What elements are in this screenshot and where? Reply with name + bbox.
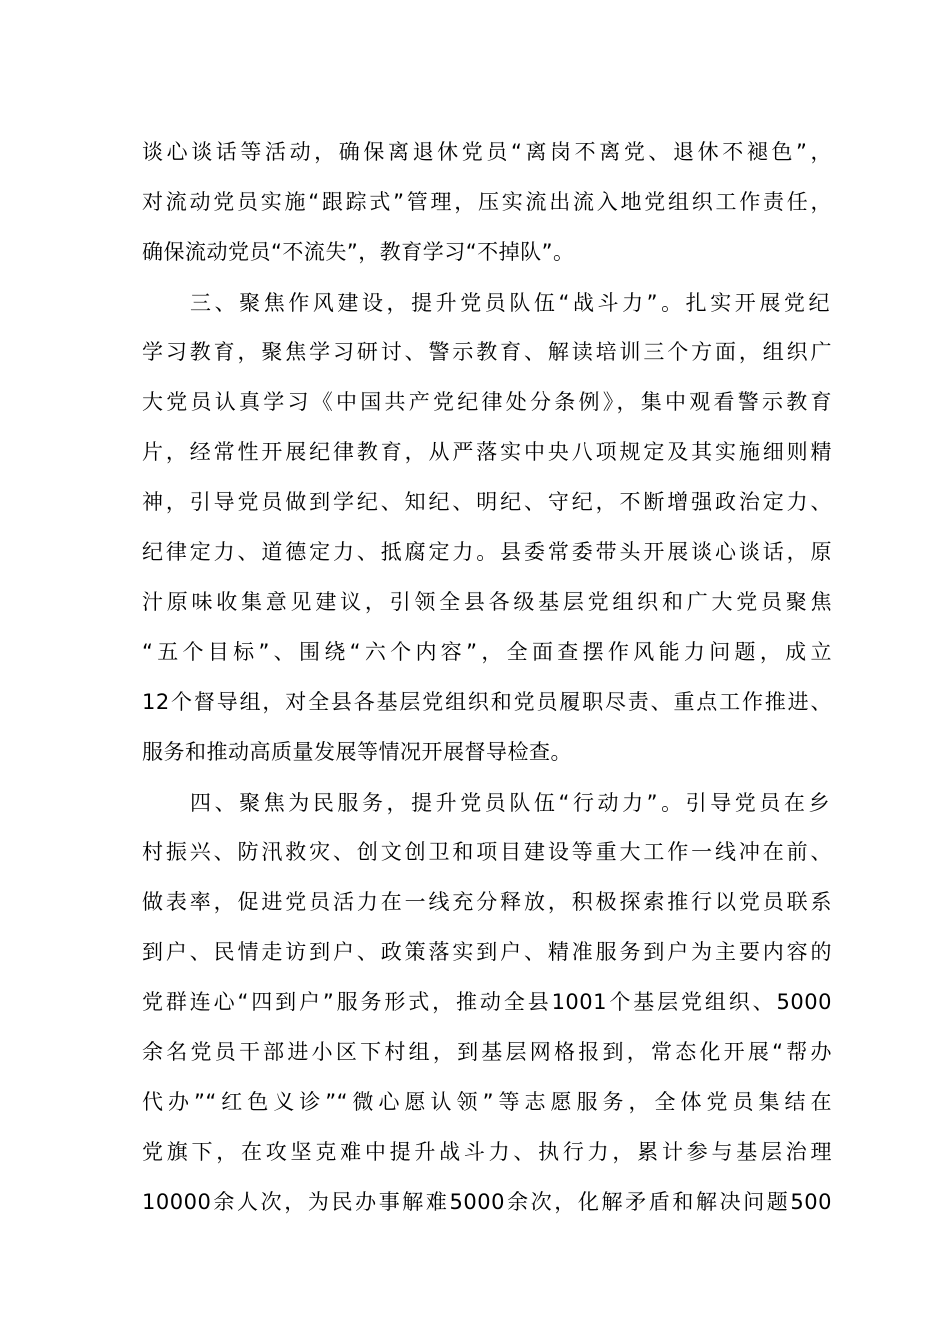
text-line: 余名党员干部进小区下村组，到基层网格报到，常态化开展“帮办	[142, 1040, 832, 1064]
text-line: 汁原味收集意见建议，引领全县各级基层党组织和广大党员聚焦	[142, 590, 832, 614]
text-line: 12个督导组，对全县各基层党组织和党员履职尽责、重点工作推进、	[142, 690, 832, 714]
text-line: 党群连心“四到户”服务形式，推动全县1001个基层党组织、5000	[142, 990, 832, 1014]
text-line: 代办”“红色义诊”“微心愿认领”等志愿服务，全体党员集结在	[142, 1090, 832, 1114]
text-line: 党旗下，在攻坚克难中提升战斗力、执行力，累计参与基层治理	[142, 1140, 832, 1164]
text-line: 服务和推动高质量发展等情况开展督导检查。	[142, 740, 572, 764]
text-line: 纪律定力、道德定力、抵腐定力。县委常委带头开展谈心谈话，原	[142, 540, 832, 564]
text-line: 神，引导党员做到学纪、知纪、明纪、守纪，不断增强政治定力、	[142, 490, 832, 514]
text-line: 做表率，促进党员活力在一线充分释放，积极探索推行以党员联系	[142, 890, 832, 914]
text-line: 对流动党员实施“跟踪式”管理，压实流出流入地党组织工作责任，	[142, 190, 832, 214]
text-line: 10000余人次，为民办事解难5000余次，化解矛盾和解决问题500	[142, 1190, 832, 1214]
text-line: 大党员认真学习《中国共产党纪律处分条例》，集中观看警示教育	[142, 390, 832, 414]
text-line: “五个目标”、围绕“六个内容”，全面查摆作风能力问题，成立	[142, 640, 832, 664]
text-line: 谈心谈话等活动，确保离退休党员“离岗不离党、退休不褪色”，	[142, 140, 832, 164]
paragraph-heading-3: 三、聚焦作风建设，提升党员队伍“战斗力”。扎实开展党纪	[190, 291, 830, 315]
paragraph-heading-4: 四、聚焦为民服务，提升党员队伍“行动力”。引导党员在乡	[190, 791, 830, 815]
text-line: 片，经常性开展纪律教育，从严落实中央八项规定及其实施细则精	[142, 440, 832, 464]
text-line: 村振兴、防汛救灾、创文创卫和项目建设等重大工作一线冲在前、	[142, 840, 832, 864]
text-line: 学习教育，聚焦学习研讨、警示教育、解读培训三个方面，组织广	[142, 340, 832, 364]
text-line: 到户、民情走访到户、政策落实到户、精准服务到户为主要内容的	[142, 940, 832, 964]
text-line: 确保流动党员“不流失”，教育学习“不掉队”。	[142, 240, 575, 264]
